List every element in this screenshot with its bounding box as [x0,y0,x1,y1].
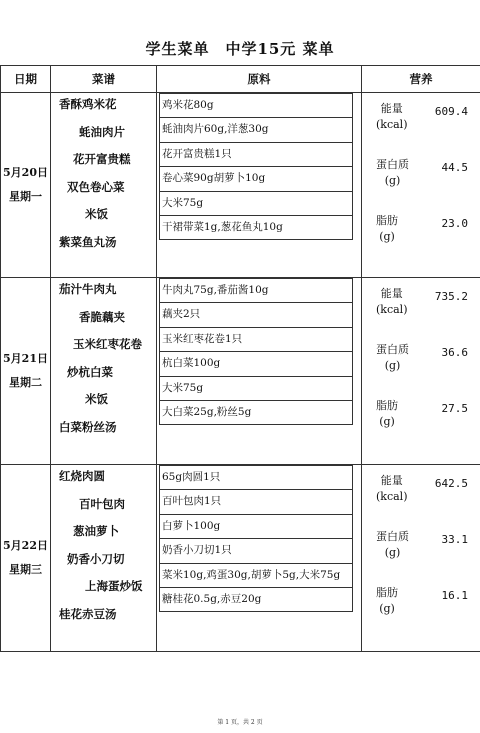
energy-label-group [376,101,408,133]
header-nutrition: 营养 [362,66,480,93]
ingredient-item: 百叶包肉1只 [160,489,352,513]
ingredient-item: 牛肉丸75g,番茄酱10g [160,278,352,302]
ingredient-item: 大米75g [160,191,352,215]
energy-unit: (kcal) [376,490,408,503]
day-row [1,93,480,278]
weekday-text: 星期一 [9,190,42,203]
energy-row [362,278,480,334]
date-text: 5月22日 [3,539,48,552]
header-row [1,66,480,93]
fat-label: 脂肪 [376,399,398,412]
protein-label: 蛋白质 [376,343,409,356]
dish-name: 白菜粉丝汤 [59,419,117,434]
ingredient-item: 65g肉圆1只 [160,465,352,489]
ingredient-item: 糖桂花0.5g,赤豆20g [160,587,352,611]
fat-label-group [376,585,398,617]
fat-unit: (g) [379,415,395,428]
ingredient-list [159,278,353,425]
dish-name: 上海蛋炒饭 [85,579,143,593]
protein-row [362,334,480,390]
ingredient-item: 菜米10g,鸡蛋30g,胡萝卜5g,大米75g [160,563,352,587]
dish-name: 百叶包肉 [79,496,125,511]
fat-unit: (g) [379,230,395,243]
dish-name: 玉米红枣花卷 [73,337,142,351]
day-row [1,278,480,465]
dish-name: 蚝油肉片 [79,124,125,139]
menu-table [0,65,480,652]
ingredient-item: 干裙带菜1g,葱花鱼丸10g [160,215,352,239]
dish-name: 炒杭白菜 [67,364,113,379]
ingredient-item: 花开富贵糕1只 [160,142,352,166]
dish-name: 米饭 [85,392,108,406]
energy-row [362,465,480,521]
page-title: 学生菜单 中学15元 菜单 [145,40,335,58]
day-row [1,465,480,652]
dish-name: 双色卷心菜 [67,179,125,194]
ingredient-item: 藕夹2只 [160,302,352,326]
fat-unit: (g) [379,602,395,615]
fat-value: 16.1 [441,589,468,602]
dishes-cell [51,93,157,278]
date-cell [1,278,51,465]
protein-label: 蛋白质 [376,158,409,171]
fat-label: 脂肪 [376,586,398,599]
energy-label-group [376,286,408,318]
energy-unit: (kcal) [376,118,408,131]
protein-label: 蛋白质 [376,530,409,543]
energy-label: 能量 [380,287,403,300]
date-cell [1,465,51,652]
protein-row [362,521,480,577]
ingredients-cell [157,278,362,465]
header-date: 日期 [1,66,51,93]
nutrition-cell [362,465,480,652]
fat-label-group [376,398,398,430]
energy-label-group [376,473,408,505]
nutrition-cell [362,278,480,465]
protein-label-group [376,529,409,561]
protein-value: 33.1 [441,533,468,546]
fat-value: 27.5 [441,402,468,415]
fat-row [362,577,480,633]
protein-row [362,149,480,205]
energy-label: 能量 [380,102,403,115]
fat-value: 23.0 [441,217,468,230]
date-text: 5月21日 [3,352,48,365]
fat-row [362,205,480,261]
dish-name: 葱油萝卜 [73,524,119,538]
fat-label: 脂肪 [376,214,398,227]
dish-name: 奶香小刀切 [67,551,125,566]
protein-value: 44.5 [441,161,468,174]
ingredient-item: 蚝油肉片60g,洋葱30g [160,117,352,141]
dish-name: 香酥鸡米花 [59,97,117,111]
dish-name: 米饭 [85,207,108,221]
protein-label-group [376,342,409,374]
date-text: 5月20日 [3,166,48,179]
ingredient-list [159,93,353,240]
ingredient-item: 杭白菜100g [160,351,352,375]
energy-unit: (kcal) [376,303,408,316]
protein-label-group [376,157,409,189]
energy-row [362,93,480,149]
weekday-text: 星期二 [9,376,42,389]
dishes-cell [51,465,157,652]
header-dish: 菜谱 [51,66,157,93]
dishes-cell [51,278,157,465]
nutrition-cell [362,93,480,278]
dish-name: 桂花赤豆汤 [59,606,117,621]
ingredient-item: 奶香小刀切1只 [160,538,352,562]
ingredient-item: 玉米红枣花卷1只 [160,327,352,351]
protein-unit: (g) [384,546,401,559]
dish-name: 花开富贵糕 [73,152,131,166]
protein-value: 36.6 [441,346,468,359]
ingredient-item: 大米75g [160,376,352,400]
ingredient-item: 白萝卜100g [160,514,352,538]
ingredient-item: 鸡米花80g [160,93,352,117]
date-cell [1,93,51,278]
dish-name: 红烧肉圆 [59,469,105,483]
ingredient-item: 大白菜25g,粉丝5g [160,400,352,424]
fat-label-group [376,213,398,245]
protein-unit: (g) [384,174,401,187]
weekday-text: 星期三 [9,563,42,576]
energy-label: 能量 [380,474,403,487]
dish-name: 香脆藕夹 [79,309,125,324]
dish-name: 茄汁牛肉丸 [59,282,117,296]
energy-value: 642.5 [434,477,468,490]
ingredients-cell [157,465,362,652]
ingredient-list [159,465,353,612]
page-footer: 第 1 页，共 2 页 [217,719,263,726]
protein-unit: (g) [384,359,401,372]
energy-value: 735.2 [434,290,468,303]
energy-value: 609.4 [434,105,468,118]
header-ingredient: 原料 [157,66,362,93]
ingredient-item: 卷心菜90g胡萝卜10g [160,166,352,190]
dish-name: 紫菜鱼丸汤 [59,234,117,249]
ingredients-cell [157,93,362,278]
fat-row [362,390,480,446]
